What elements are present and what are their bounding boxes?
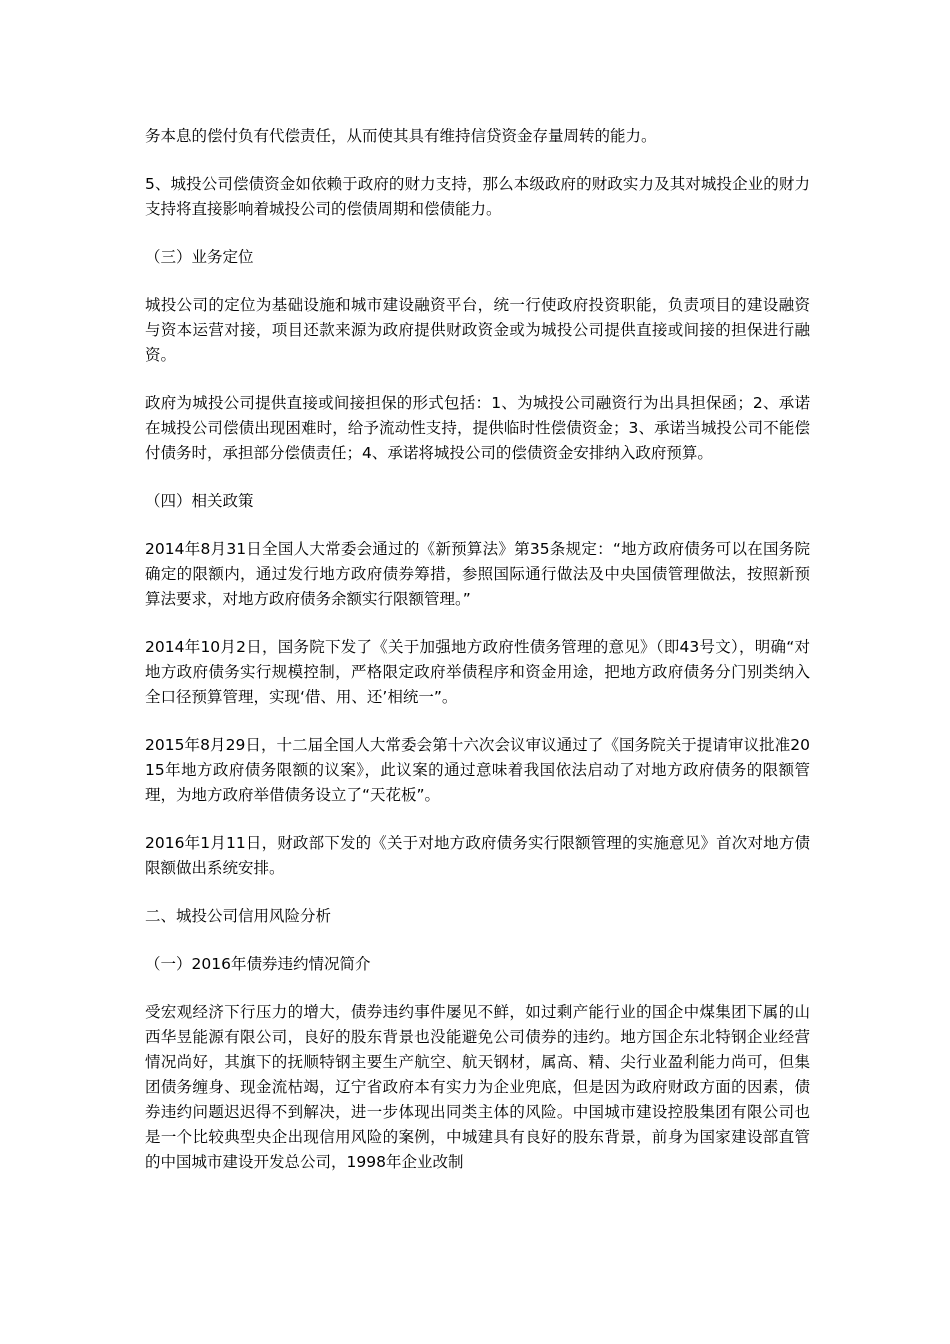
paragraph-default-cases: 受宏观经济下行压力的增大，债券违约事件屡见不鲜，如过剩产能行业的国企中煤集团下属的山西华昱能源有限公司，良好的股东背景也没能避免公司债券的违约。地方国企东北特钢企业经营情况尚好，其旗下的抚顺特钢主要生产航空、航天钢材，属高、精、尖行业盈利能力尚可，但集团债务缠身、现金流枯竭，辽宁省政府本有实力为企业兜底，但是因为政府财政方面的因素，债券违约问题迟迟得不到解决，进一步体现出同类主体的风险。中国城市建设控股集团有限公司也是一个比较典型央企出现信用风险的案例，中城建具有良好的股东背景，前身为国家建设部直管的中国城市建设开发总公司，1998年企业改制 xyxy=(145,1003,810,1171)
paragraph-repayment-guarantee: 务本息的偿付负有代偿责任，从而使其具有维持信贷资金存量周转的能力。 xyxy=(145,127,657,145)
heading-2016-default-overview: （一）2016年债券违约情况简介 xyxy=(145,955,371,973)
paragraph-policy-2014-10: 2014年10月2日，国务院下发了《关于加强地方政府性债务管理的意见》（即43号文），明确“对地方政府债务实行规模控制，严格限定政府举债程序和资金用途，把地方政府债务分门别类纳入全口径预算管理，实现‘借、用、还’相统一”。 xyxy=(145,638,810,706)
heading-business-positioning: （三）业务定位 xyxy=(145,248,254,266)
paragraph-positioning: 城投公司的定位为基础设施和城市建设融资平台，统一行使政府投资职能，负责项目的建设融资与资本运营对接，项目还款来源为政府提供财政资金或为城投公司提供直接或间接的担保进行融资。 xyxy=(145,296,810,364)
paragraph-point-5: 5、城投公司偿债资金如依赖于政府的财力支持，那么本级政府的财政实力及其对城投企业的财力支持将直接影响着城投公司的偿债周期和偿债能力。 xyxy=(145,175,810,218)
heading-related-policies: （四）相关政策 xyxy=(145,492,254,510)
heading-credit-risk-analysis: 二、城投公司信用风险分析 xyxy=(145,907,332,925)
document-page xyxy=(145,124,810,1198)
paragraph-policy-2014-08: 2014年8月31日全国人大常委会通过的《新预算法》第35条规定：“地方政府债务可以在国务院确定的限额内，通过发行地方政府债券筹措，参照国际通行做法及中央国债管理做法，按照新预算法要求，对地方政府债务余额实行限额管理。” xyxy=(145,540,810,608)
paragraph-policy-2015-08: 2015年8月29日，十二届全国人大常委会第十六次会议审议通过了《国务院关于提请审议批准2015年地方政府债务限额的议案》，此议案的通过意味着我国依法启动了对地方政府债务的限额管理，为地方政府举借债务设立了“天花板”。 xyxy=(145,736,810,804)
paragraph-policy-2016-01: 2016年1月11日，财政部下发的《关于对地方政府债务实行限额管理的实施意见》首次对地方债限额做出系统安排。 xyxy=(145,834,810,877)
paragraph-guarantee-forms: 政府为城投公司提供直接或间接担保的形式包括：1、为城投公司融资行为出具担保函；2、承诺在城投公司偿债出现困难时，给予流动性支持，提供临时性偿债资金；3、承诺当城投公司不能偿付债务时，承担部分偿债责任；4、承诺将城投公司的偿债资金安排纳入政府预算。 xyxy=(145,394,810,462)
